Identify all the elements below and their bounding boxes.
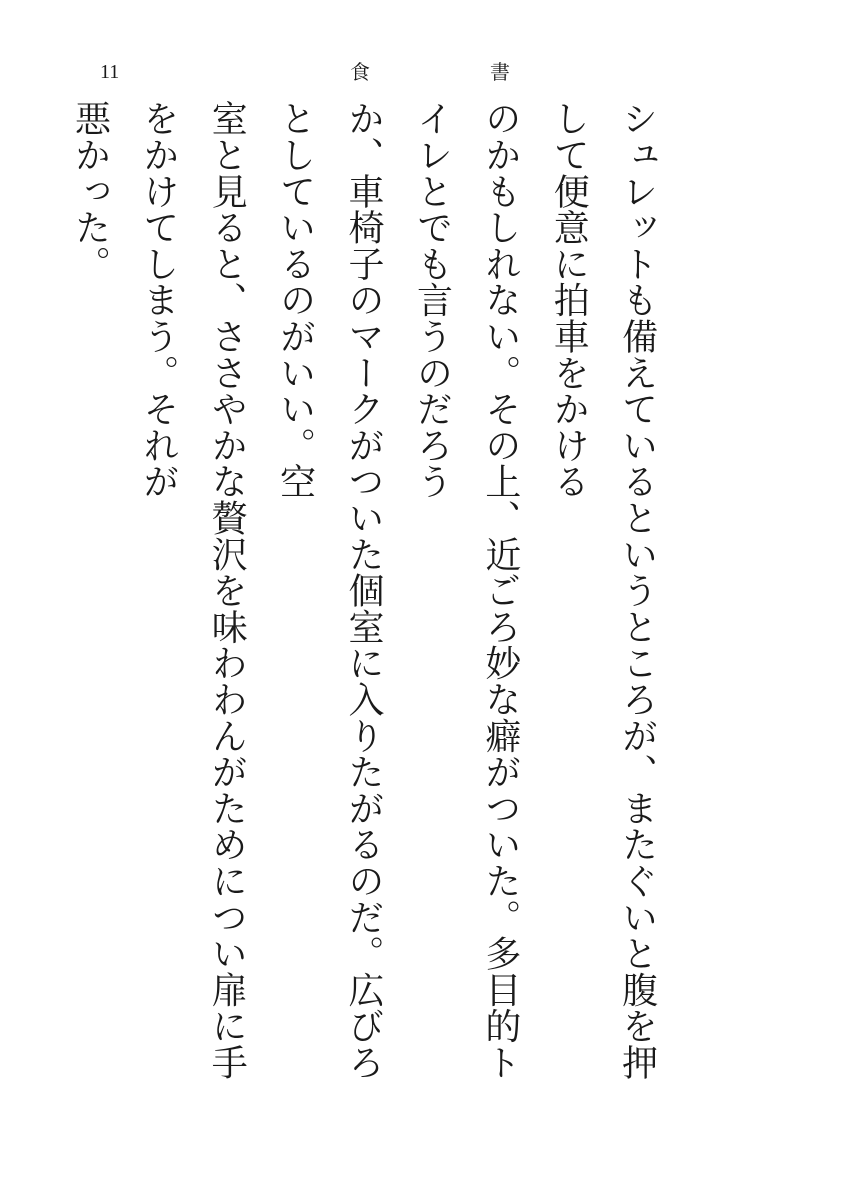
running-title-char: 食 (350, 60, 370, 84)
paragraph: シュレットも備えているというところが、またぐいと腹を押して便意に拍車をかける のかもしれない。その上、近ごろ妙な癖がついた。多目的トイレとでも言うのだろう か、車椅子のマークがついた個室に入りたがるのだ。広びろとしているのがいい。空 室と見ると、ささやかな贅沢を味わわんがためについ扉に手をかけてしまう。それが 悪かった。 (69, 100, 658, 1081)
running-title (350, 62, 510, 82)
running-title-char: 書 (490, 60, 510, 84)
body-text (69, 100, 739, 1100)
page-number: 11 (100, 61, 120, 83)
